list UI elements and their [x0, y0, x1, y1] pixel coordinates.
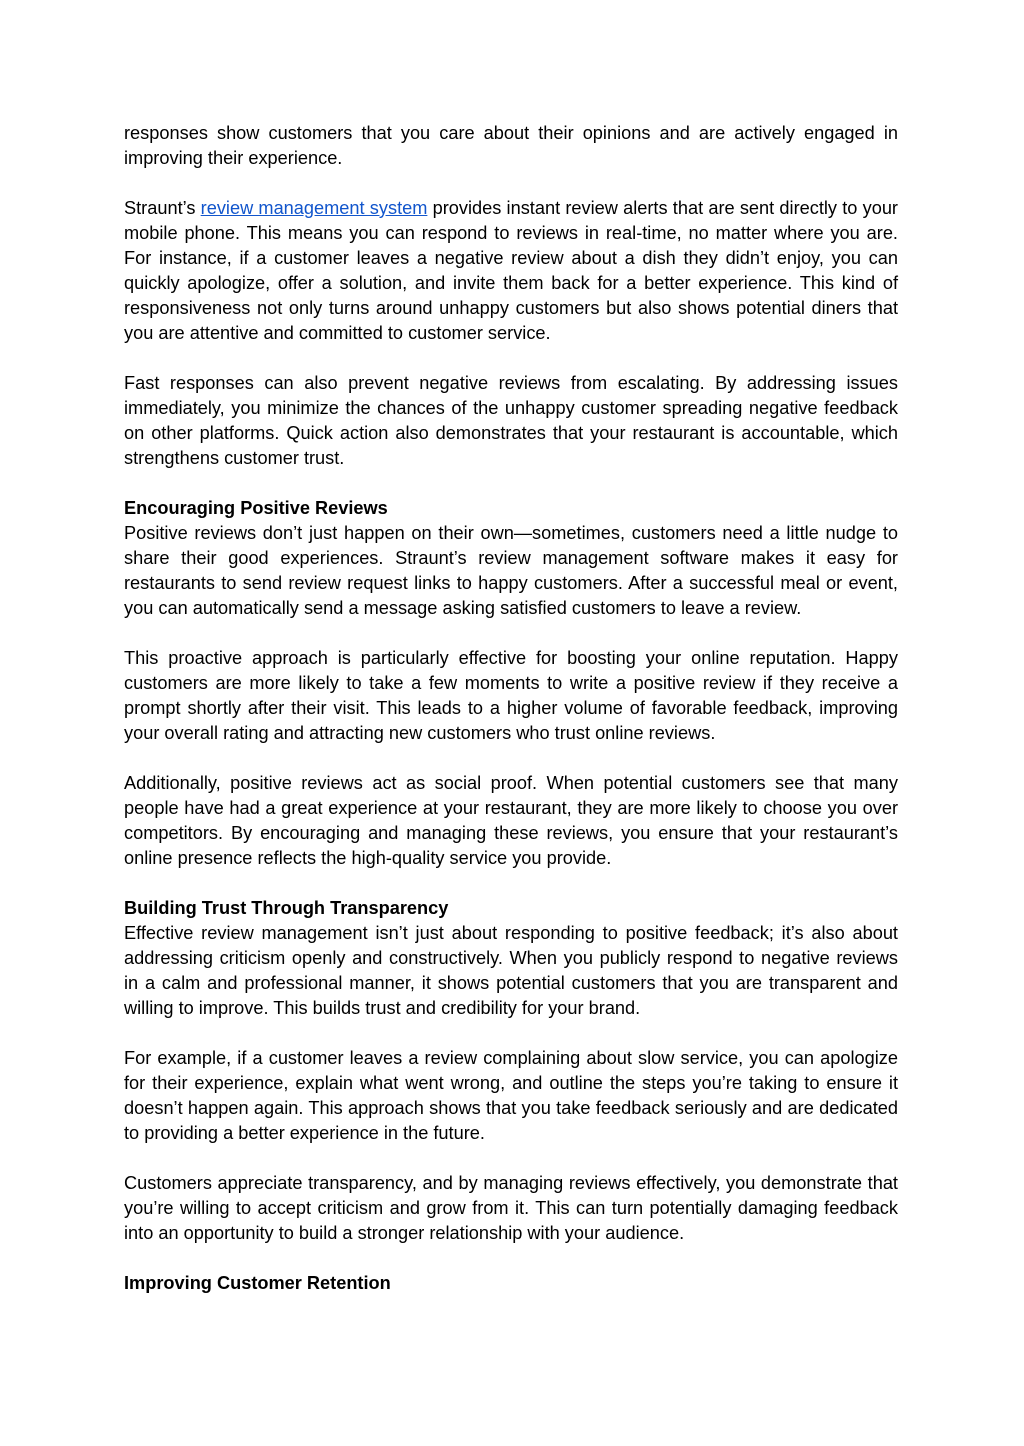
document-page	[124, 121, 898, 1296]
review-management-system-link[interactable]: review management system	[200, 198, 428, 218]
paragraph-proactive-approach: This proactive approach is particularly effective for boosting your online reputation. Happy customers are more likely to take a few moments to write a positive review if they receive a prompt shortly after their visit. This leads to a higher volume of favorable feedback, improving your overall rating and attracting new customers who trust online reviews.	[124, 648, 898, 743]
paragraph-text: Straunt’s	[124, 198, 201, 218]
paragraph-review-alerts	[124, 196, 898, 346]
heading-improving-retention: Improving Customer Retention	[124, 1273, 391, 1293]
paragraph-text: provides instant review alerts that are sent directly to your mobile phone. This means you can respond to reviews in real-time, no matter where you are. For instance, if a customer leaves a negative review about a dish they didn’t enjoy, you can quickly apologize, offer a solution, and invite them back for a better experience. This kind of responsiveness not only turns around unhappy customers but also shows potential diners that you are attentive and committed to customer service.	[124, 198, 898, 343]
heading-encouraging-positive-reviews: Encouraging Positive Reviews	[124, 498, 388, 518]
paragraph-positive-reviews-nudge: Positive reviews don’t just happen on their own—sometimes, customers need a little nudge to share their good experiences. Straunt’s review management software makes it easy for restaurants to send review request links to happy customers. After a successful meal or event, you can automatically send a message asking satisfied customers to leave a review.	[124, 523, 898, 618]
paragraph-fast-responses: Fast responses can also prevent negative reviews from escalating. By addressing issues immediately, you minimize the chances of the unhappy customer spreading negative feedback on other platforms. Quick action also demonstrates that your restaurant is accountable, which strengthens customer trust.	[124, 373, 898, 468]
paragraph-slow-service-example: For example, if a customer leaves a review complaining about slow service, you can apologize for their experience, explain what went wrong, and outline the steps you’re taking to ensure it doesn’t happen again. This approach shows that you take feedback seriously and are dedicated to providing a better experience in the future.	[124, 1048, 898, 1143]
paragraph-addressing-criticism: Effective review management isn’t just about responding to positive feedback; it’s also about addressing criticism openly and constructively. When you publicly respond to negative reviews in a calm and professional manner, it shows potential customers that you are transparent and willing to improve. This builds trust and credibility for your brand.	[124, 923, 898, 1018]
paragraph-transparency: Customers appreciate transparency, and by managing reviews effectively, you demonstrate that you’re willing to accept criticism and grow from it. This can turn potentially damaging feedback into an opportunity to build a stronger relationship with your audience.	[124, 1173, 898, 1243]
paragraph-social-proof: Additionally, positive reviews act as social proof. When potential customers see that many people have had a great experience at your restaurant, they are more likely to choose you over competitors. By encouraging and managing these reviews, you ensure that your restaurant’s online presence reflects the high-quality service you provide.	[124, 773, 898, 868]
heading-building-trust: Building Trust Through Transparency	[124, 898, 449, 918]
paragraph-intro-continued: responses show customers that you care about their opinions and are actively engaged in improving their experience.	[124, 123, 898, 168]
